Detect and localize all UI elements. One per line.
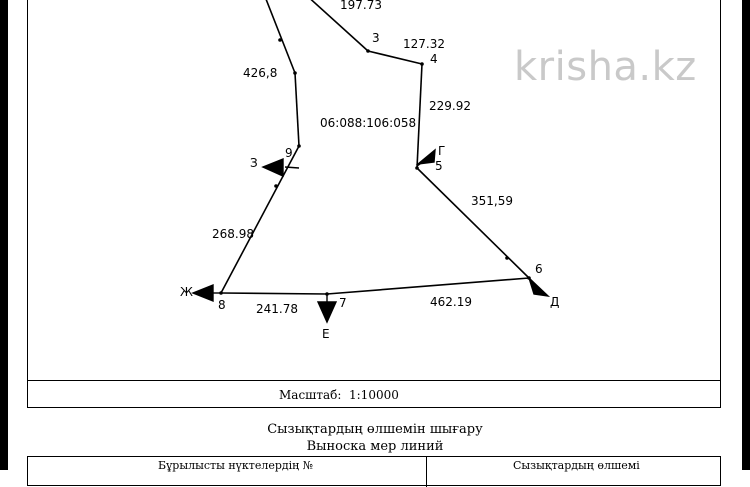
boundary-line xyxy=(295,73,299,146)
boundary-line xyxy=(327,278,529,294)
point-number: 9 xyxy=(285,146,293,160)
vertex-dot xyxy=(297,144,301,148)
direction-letter: Г xyxy=(438,144,446,158)
vertex-dot xyxy=(274,184,278,188)
point-number: 6 xyxy=(535,262,543,276)
segment-length: 241.78 xyxy=(256,302,298,316)
point-number: 8 xyxy=(218,298,226,312)
segment-length: 229.92 xyxy=(429,99,471,113)
boundary-line xyxy=(264,0,295,73)
point-number: 4 xyxy=(430,52,438,66)
scale-value: 1:10000 xyxy=(349,388,399,402)
cadastral-number: 06:088:106:058 xyxy=(320,116,417,130)
vertex-dot xyxy=(293,71,297,75)
caption-russian: Выноска мер линий xyxy=(306,439,444,454)
table-header-lengths: Сызықтардың өлшемі xyxy=(513,459,640,472)
caption-kazakh: Сызықтардың өлшемін шығару xyxy=(267,422,483,437)
arrow-shaft xyxy=(285,167,299,168)
vertex-dot xyxy=(278,38,282,42)
arrow-head-e xyxy=(318,302,336,322)
direction-letter: Д xyxy=(550,295,560,309)
segment-length: 197.73 xyxy=(340,0,382,12)
arrow-head-zh xyxy=(193,285,213,301)
table-header-points: Бұрылысты нүктелердің № xyxy=(158,459,314,472)
segment-length: 351,59 xyxy=(471,194,513,208)
vertex-dot xyxy=(366,49,370,53)
scale-label: Масштаб: xyxy=(279,388,342,402)
segment-length: 127.32 xyxy=(403,37,445,51)
direction-letter: Е xyxy=(322,327,330,341)
boundary-line xyxy=(221,293,327,294)
arrow-head-g xyxy=(418,150,435,164)
watermark: krisha.kz xyxy=(514,44,697,90)
direction-letter: Ж xyxy=(180,285,193,299)
left-border-strip xyxy=(0,0,8,470)
vertex-dot xyxy=(420,62,424,66)
segment-length: 462.19 xyxy=(430,295,472,309)
scale-row xyxy=(27,380,721,408)
direction-letter: З xyxy=(250,156,258,170)
arrow-head-z xyxy=(263,159,283,176)
arrow-head-d xyxy=(529,278,548,296)
point-number: 7 xyxy=(339,296,347,310)
boundary-line xyxy=(417,64,422,168)
point-number: 3 xyxy=(372,31,380,45)
measurements-table xyxy=(27,456,721,486)
right-border-strip xyxy=(742,0,750,470)
point-number: 5 xyxy=(435,159,443,173)
boundary-line xyxy=(417,168,529,278)
segment-length: 268.98 xyxy=(212,227,254,241)
segment-length: 426,8 xyxy=(243,66,278,80)
boundary-line xyxy=(221,146,299,293)
vertex-dot xyxy=(415,166,419,170)
vertex-dot xyxy=(505,256,509,260)
boundary-line xyxy=(368,51,422,64)
table-column-divider xyxy=(426,457,427,487)
